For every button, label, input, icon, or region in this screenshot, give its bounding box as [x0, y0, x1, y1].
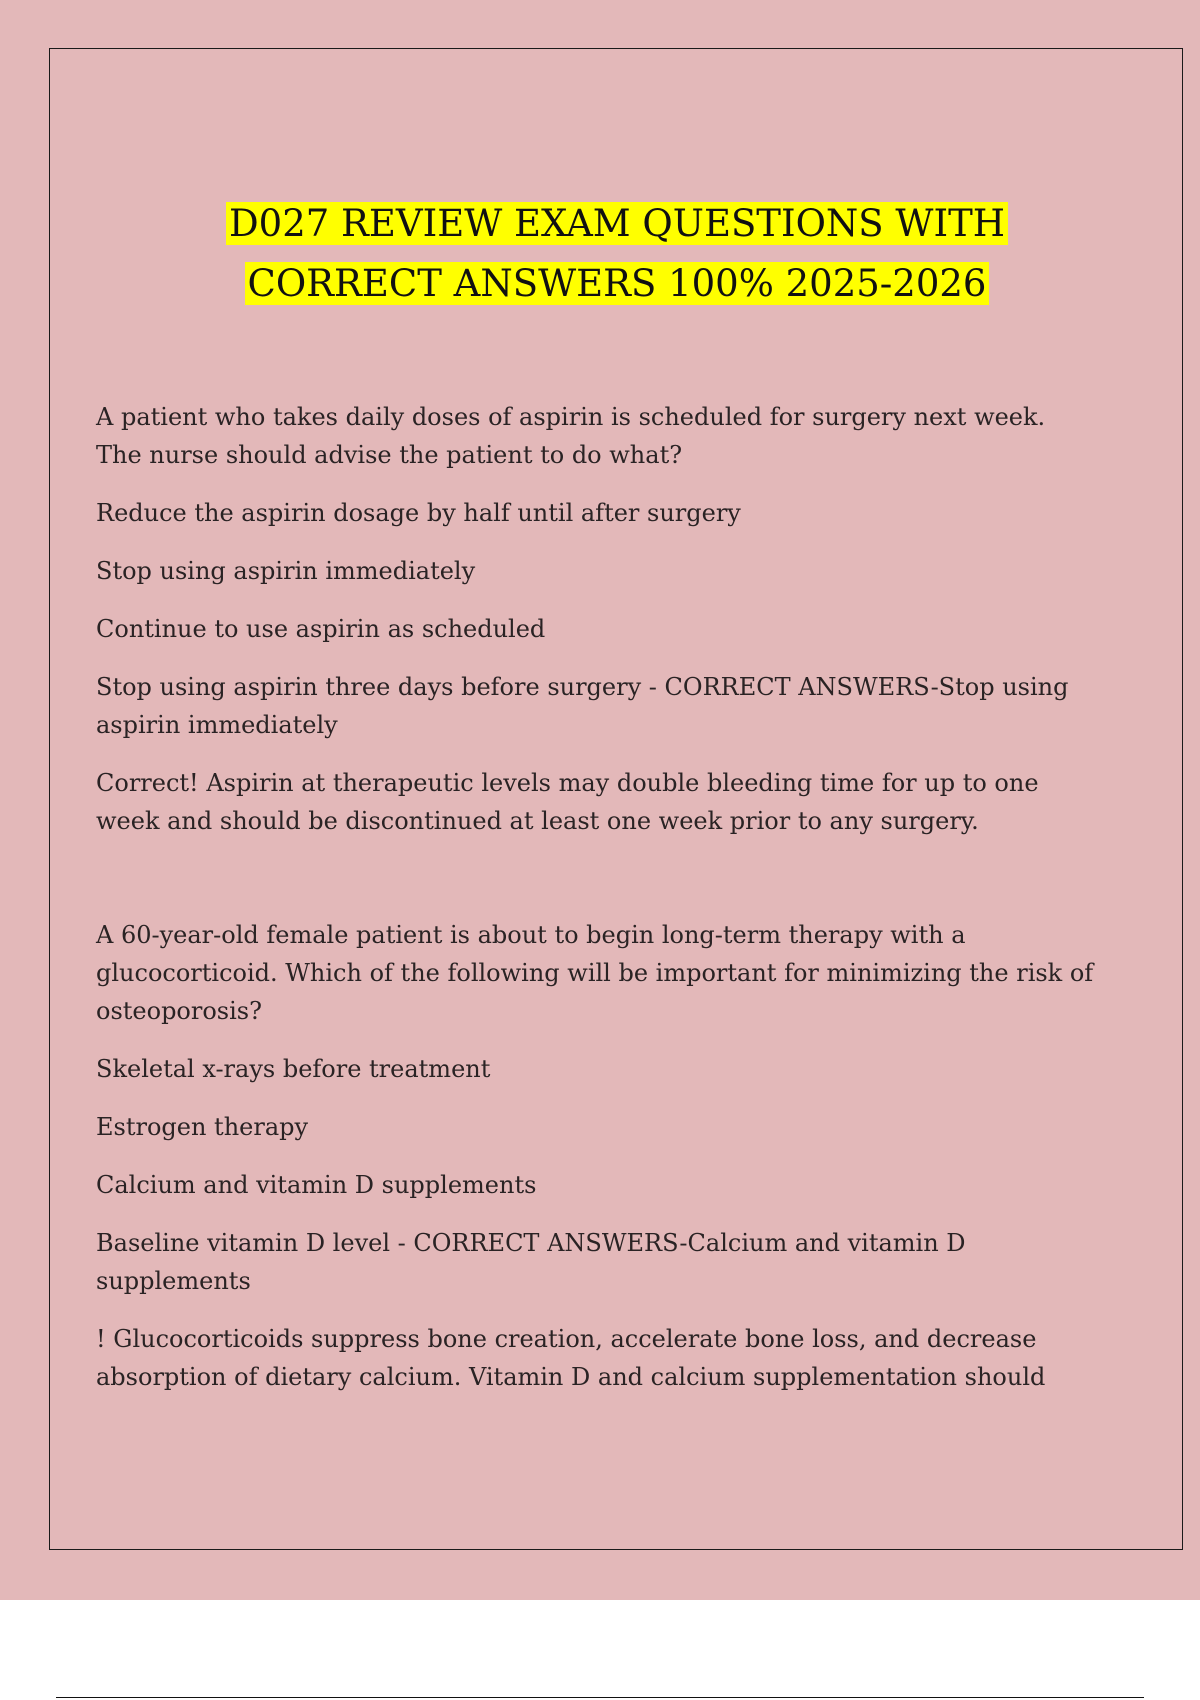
question-2-text: A 60-year-old female patient is about to begin long-term therapy with a glucocorticoid. Which of the following will be important for minimizing the risk of osteoporosis?: [96, 921, 1094, 1025]
document-title: [50, 194, 1184, 314]
question-1-rationale: Correct! Aspirin at therapeutic levels may double bleeding time for up to one week and should be discontinued at least one week prior to any surgery.: [96, 769, 1039, 835]
question-1-option-1: Reduce the aspirin dosage by half until after surgery: [96, 499, 741, 527]
question-2-option-2: Estrogen therapy: [96, 1113, 309, 1141]
title-line-2: CORRECT ANSWERS 100% 2025-2026: [245, 262, 990, 305]
document-body: [96, 398, 1096, 1416]
question-2-option-4-answer: Baseline vitamin D level - CORRECT ANSWERS-Calcium and vitamin D supplements: [96, 1229, 966, 1295]
question-2-rationale: ! Glucocorticoids suppress bone creation, accelerate bone loss, and decrease absorption of dietary calcium. Vitamin D and calcium supplementation should: [96, 1325, 1046, 1391]
question-2-option-1: Skeletal x-rays before treatment: [96, 1055, 491, 1083]
footer-divider: [56, 1697, 1144, 1698]
question-1-text: A patient who takes daily doses of aspirin is scheduled for surgery next week. The nurse should advise the patient to do what?: [96, 403, 1046, 469]
question-2-option-3: Calcium and vitamin D supplements: [96, 1171, 537, 1199]
question-1-option-4-answer: Stop using aspirin three days before surgery - CORRECT ANSWERS-Stop using aspirin immediately: [96, 673, 1069, 739]
question-1-option-2: Stop using aspirin immediately: [96, 557, 476, 585]
question-1-option-3: Continue to use aspirin as scheduled: [96, 615, 546, 643]
title-line-1: D027 REVIEW EXAM QUESTIONS WITH: [226, 202, 1008, 245]
